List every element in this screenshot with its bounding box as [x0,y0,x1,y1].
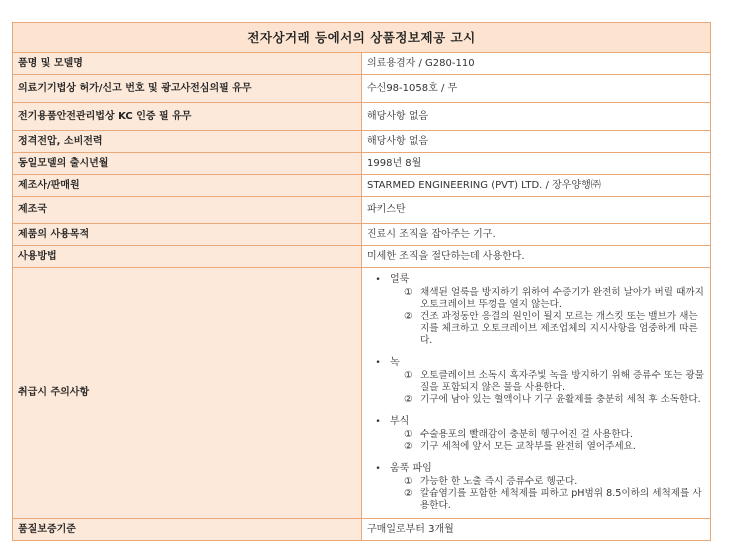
care-group [368,463,704,512]
care-group [368,274,704,347]
row-label: 의료기기법상 허가/신고 번호 및 광고사전심의필 유무 [13,75,362,103]
product-info-table [12,22,711,541]
row-value: 1998년 8월 [362,153,711,175]
table-row [13,103,711,131]
table-row [13,246,711,268]
table-row [13,519,711,541]
list-item [404,429,704,441]
table-row [13,268,711,519]
row-value: 해당사항 없음 [362,131,711,153]
item-number: ① [404,370,413,381]
item-number: ② [404,488,413,499]
warranty-value: 구매일로부터 3개월 [362,519,711,541]
row-value: STARMED ENGINEERING (PVT) LTD. / 장우양행㈜ [362,175,711,197]
item-text: 수술용포의 빨래감이 충분히 헹구어진 걸 사용한다. [420,429,633,440]
table-row [13,53,711,75]
list-item [404,476,704,488]
row-label: 제품의 사용목적 [13,224,362,246]
row-label: 제조사/판매원 [13,175,362,197]
item-text: 가능한 한 노출 즉시 증류수로 헹군다. [420,476,578,487]
row-value: 수신98-1058호 / 무 [362,75,711,103]
list-item [404,441,704,453]
warranty-label: 품질보증기준 [13,519,362,541]
bullet-icon: • [375,358,381,368]
row-value: 파키스탄 [362,197,711,224]
row-label: 정격전압, 소비전력 [13,131,362,153]
table-row [13,131,711,153]
item-text: 칼슘염기를 포함한 세척제를 피하고 pH범위 8.5이하의 세척제를 사용한다. [420,488,702,511]
list-item [404,488,704,512]
row-label: 전기용품안전관리법상 KC 인증 필 유무 [13,103,362,131]
group-title: 얼룩 [390,274,410,285]
care-label: 취급시 주의사항 [13,268,362,519]
group-title: 움푹 파임 [390,463,432,474]
item-number: ① [404,429,413,440]
care-instructions [362,268,711,519]
item-number: ② [404,394,413,405]
care-group [368,357,704,406]
group-title: 녹 [390,357,400,368]
row-label: 사용방법 [13,246,362,268]
bullet-icon: • [375,464,381,474]
row-value: 해당사항 없음 [362,103,711,131]
bullet-icon: • [375,417,381,427]
care-group [368,416,704,453]
table-row [13,197,711,224]
item-text: 건조 과정동안 응결의 원인이 될지 모르는 개스킷 또는 밸브가 새는지를 체크하고 오토크레이브 제조업체의 지시사항을 엄중하게 따른다. [420,311,698,346]
table-row [13,153,711,175]
list-item [404,394,704,406]
list-item [404,370,704,394]
list-item [404,287,704,311]
row-value: 진료시 조직을 잡아주는 기구. [362,224,711,246]
item-number: ① [404,476,413,487]
item-text: 기구 세척에 앞서 모든 교착부를 완전히 열어주세요. [420,441,636,452]
item-number: ① [404,287,413,298]
group-title: 부식 [390,416,410,427]
notice-title: 전자상거래 등에서의 상품정보제공 고시 [13,23,711,53]
row-value: 미세한 조직을 절단하는데 사용한다. [362,246,711,268]
product-info-notice [12,22,711,541]
row-label: 품명 및 모델명 [13,53,362,75]
table-row [13,75,711,103]
item-number: ② [404,441,413,452]
list-item [404,311,704,347]
item-text: 채색된 얼룩을 방지하기 위하여 수증기가 완전히 날아가 버릴 때까지 오토크레이브 뚜껑을 열지 않는다. [420,287,704,310]
table-row [13,175,711,197]
table-row [13,224,711,246]
row-value: 의료용겸자 / G280-110 [362,53,711,75]
item-number: ② [404,311,413,322]
row-label: 제조국 [13,197,362,224]
item-text: 기구에 남아 있는 혈액이나 기구 윤활제를 충분히 세척 후 소독한다. [420,394,701,405]
item-text: 오토클레이브 소독시 흑자주빛 녹을 방지하기 위해 증류수 또는 광물질을 포함되지 않은 물을 사용한다. [420,370,704,393]
row-label: 동일모델의 출시년월 [13,153,362,175]
bullet-icon: • [375,275,381,285]
